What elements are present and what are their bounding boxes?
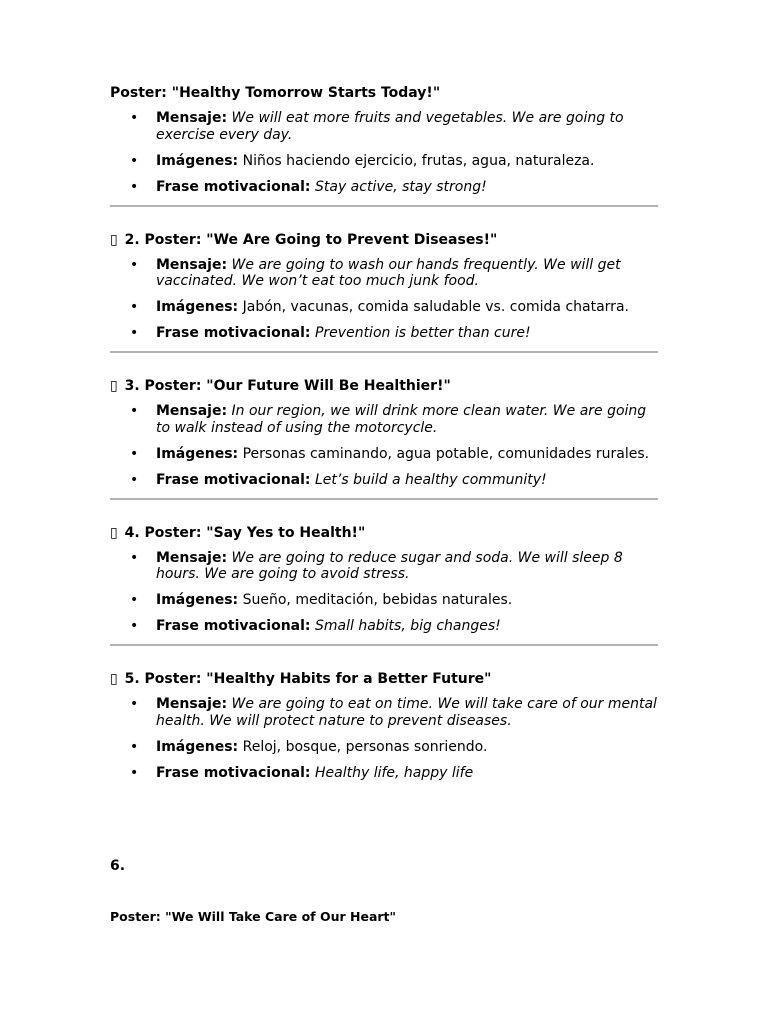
item-text: Stay active, stay strong! bbox=[314, 178, 487, 195]
item-text: We are going to reduce sugar and soda. We will sleep 8 hours. We are going to avoid stress. bbox=[156, 549, 623, 582]
poster-section bbox=[110, 84, 658, 207]
item-text: Let’s build a healthy community! bbox=[314, 471, 547, 488]
bullet-icon: • bbox=[130, 738, 139, 755]
missing-glyph-icon: ▯ bbox=[110, 378, 118, 394]
item-label: Frase motivacional: bbox=[156, 178, 311, 195]
list-item bbox=[110, 592, 658, 609]
poster-title-text: 4. Poster: "Say Yes to Health!" bbox=[124, 524, 366, 541]
item-label: Mensaje: bbox=[156, 403, 228, 419]
item-label: Imágenes: bbox=[156, 592, 239, 608]
list-item bbox=[110, 618, 658, 635]
missing-glyph-icon: ▯ bbox=[110, 231, 118, 248]
list-item bbox=[110, 446, 658, 463]
item-text: We will eat more fruits and vegetables. We are going to exercise every day. bbox=[156, 110, 624, 143]
bullet-icon: • bbox=[130, 178, 139, 195]
item-text: Personas caminando, agua potable, comunidades rurales. bbox=[242, 445, 650, 462]
bullet-icon: • bbox=[130, 299, 139, 315]
list-item bbox=[110, 550, 658, 583]
bullet-icon: • bbox=[130, 256, 139, 273]
missing-glyph-icon: ▯ bbox=[110, 671, 118, 687]
item-label: Mensaje: bbox=[156, 696, 228, 712]
item-label: Mensaje: bbox=[156, 549, 228, 566]
item-text: Reloj, bosque, personas sonriendo. bbox=[242, 738, 488, 755]
section-divider bbox=[110, 644, 658, 646]
poster-title-text: Poster: "Healthy Tomorrow Starts Today!" bbox=[110, 85, 441, 101]
bullet-icon: • bbox=[130, 325, 139, 341]
item-label: Imágenes: bbox=[156, 299, 239, 315]
item-label: Mensaje: bbox=[156, 110, 228, 126]
poster-title-text: 5. Poster: "Healthy Habits for a Better Future" bbox=[124, 671, 492, 687]
poster-title bbox=[110, 524, 658, 542]
section-divider bbox=[110, 351, 658, 353]
item-text: Small habits, big changes! bbox=[314, 618, 501, 634]
poster-title bbox=[110, 377, 658, 395]
item-label: Frase motivacional: bbox=[156, 618, 311, 634]
list-item bbox=[110, 257, 658, 290]
section-6-title: Poster: "We Will Take Care of Our Heart" bbox=[110, 909, 397, 924]
bullet-icon: • bbox=[130, 549, 139, 566]
list-item bbox=[110, 765, 658, 782]
poster-title bbox=[110, 231, 658, 249]
item-text: In our region, we will drink more clean water. We are going to walk instead of using the motorcycle. bbox=[156, 403, 647, 436]
bullet-icon: • bbox=[130, 152, 139, 169]
item-text: Niños haciendo ejercicio, frutas, agua, naturaleza. bbox=[242, 152, 595, 169]
item-text: Jabón, vacunas, comida saludable vs. comida chatarra. bbox=[242, 299, 629, 315]
section-divider bbox=[110, 498, 658, 500]
poster-title bbox=[110, 84, 658, 102]
item-text: Sueño, meditación, bebidas naturales. bbox=[242, 592, 513, 608]
poster-title-text: 2. Poster: "We Are Going to Prevent Diseases!" bbox=[124, 231, 498, 248]
item-text: We are going to eat on time. We will take care of our mental health. We will protect nature to prevent diseases. bbox=[156, 696, 657, 729]
bullet-icon: • bbox=[130, 764, 139, 781]
list-item bbox=[110, 472, 658, 489]
item-text: We are going to wash our hands frequently. We will get vaccinated. We won’t eat too much junk food. bbox=[156, 256, 621, 289]
poster-item-list bbox=[110, 110, 658, 195]
item-label: Frase motivacional: bbox=[156, 471, 311, 488]
bullet-icon: • bbox=[130, 592, 139, 608]
poster-item-list bbox=[110, 257, 658, 342]
poster-item-list bbox=[110, 403, 658, 488]
list-item bbox=[110, 179, 658, 196]
list-item bbox=[110, 403, 658, 436]
item-label: Imágenes: bbox=[156, 738, 239, 755]
bullet-icon: • bbox=[130, 618, 139, 634]
bullet-icon: • bbox=[130, 110, 139, 126]
poster-section bbox=[110, 670, 658, 781]
poster-item-list bbox=[110, 550, 658, 635]
poster-section bbox=[110, 231, 658, 354]
item-label: Imágenes: bbox=[156, 445, 239, 462]
bullet-icon: • bbox=[130, 403, 139, 419]
list-item bbox=[110, 153, 658, 170]
list-item bbox=[110, 739, 658, 756]
section-6-number: 6. bbox=[110, 858, 126, 874]
poster-item-list bbox=[110, 696, 658, 781]
item-label: Frase motivacional: bbox=[156, 764, 311, 781]
poster-title-text: 3. Poster: "Our Future Will Be Healthier!" bbox=[124, 378, 451, 394]
bullet-icon: • bbox=[130, 471, 139, 488]
item-text: Prevention is better than cure! bbox=[314, 325, 531, 341]
list-item bbox=[110, 299, 658, 316]
section-divider bbox=[110, 205, 658, 207]
document-body bbox=[110, 84, 658, 791]
list-item bbox=[110, 696, 658, 729]
item-label: Frase motivacional: bbox=[156, 325, 311, 341]
poster-section bbox=[110, 524, 658, 647]
item-label: Mensaje: bbox=[156, 256, 228, 273]
missing-glyph-icon: ▯ bbox=[110, 524, 118, 541]
list-item bbox=[110, 110, 658, 143]
list-item bbox=[110, 325, 658, 342]
bullet-icon: • bbox=[130, 696, 139, 712]
poster-title bbox=[110, 670, 658, 688]
item-label: Imágenes: bbox=[156, 152, 239, 169]
poster-section bbox=[110, 377, 658, 500]
bullet-icon: • bbox=[130, 445, 139, 462]
item-text: Healthy life, happy life bbox=[314, 764, 474, 781]
